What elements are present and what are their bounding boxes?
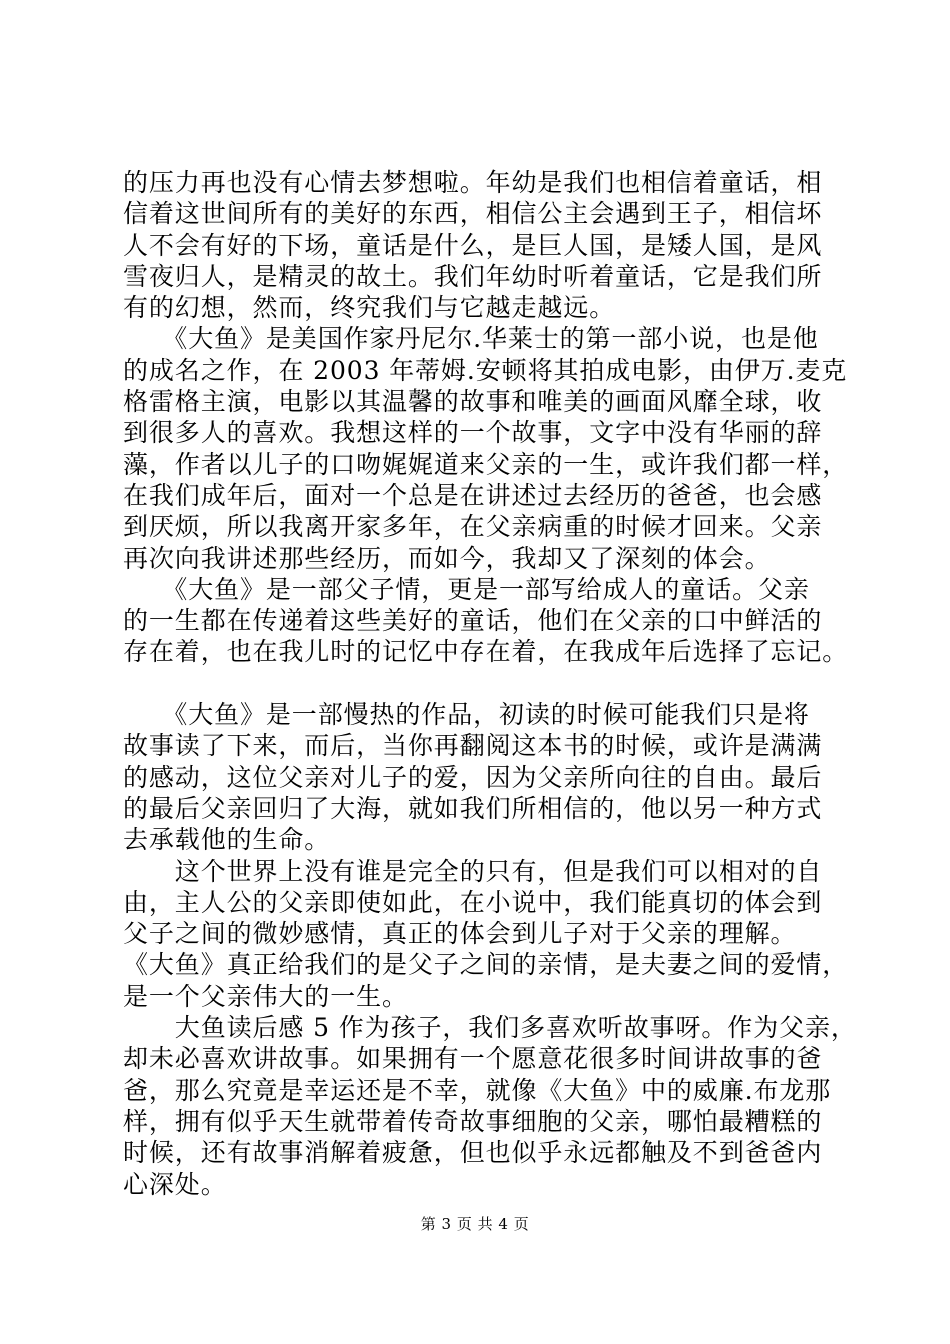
body-line: 《大鱼》真正给我们的是父子之间的亲情，是夫妻之间的爱情， (123, 950, 849, 980)
body-line: 的压力再也没有心情去梦想啦。年幼是我们也相信着童话，相 (123, 168, 823, 197)
body-line: 藻，作者以儿子的口吻娓娓道来父亲的一生，或许我们都一样， (123, 449, 849, 479)
body-line: 信着这世间所有的美好的东西，相信公主会遇到王子，相信坏 (123, 199, 823, 229)
body-line: 却未必喜欢讲故事。如果拥有一个愿意花很多时间讲故事的爸 (123, 1044, 823, 1074)
body-line: 的一生都在传递着这些美好的童话，他们在父亲的口中鲜活的 (123, 606, 823, 636)
body-text (123, 167, 857, 1200)
body-line: 的成名之作，在 2003 年蒂姆.安顿将其拍成电影，由伊万.麦克 (123, 355, 848, 385)
body-line: 人不会有好的下场，童话是什么，是巨人国，是矮人国，是风 (123, 230, 823, 260)
body-line: 大鱼读后感 5 作为孩子，我们多喜欢听故事呀。作为父亲， (123, 1013, 857, 1043)
body-line: 是一个父亲伟大的一生。 (123, 981, 408, 1011)
body-line: 心深处。 (123, 1169, 227, 1199)
page-footer (0, 1214, 950, 1234)
body-line: 《大鱼》是美国作家丹尼尔.华莱士的第一部小说，也是他 (123, 324, 819, 354)
body-line: 《大鱼》是一部父子情，更是一部写给成人的童话。父亲 (123, 574, 810, 604)
body-line: 的感动，这位父亲对儿子的爱，因为父亲所向往的自由。最后 (123, 762, 823, 792)
body-line: 父子之间的微妙感情，真正的体会到儿子对于父亲的理解。 (123, 919, 797, 949)
body-line: 《大鱼》是一部慢热的作品，初读的时候可能我们只是将 (123, 700, 810, 730)
body-line: 雪夜归人，是精灵的故土。我们年幼时听着童话，它是我们所 (123, 261, 823, 291)
body-line: 爸，那么究竟是幸运还是不幸，就像《大鱼》中的威廉.布龙那 (123, 1075, 832, 1105)
body-line: 样，拥有似乎天生就带着传奇故事细胞的父亲，哪怕最糟糕的 (123, 1106, 823, 1136)
body-line: 有的幻想，然而，终究我们与它越走越远。 (123, 293, 616, 323)
body-line: 去承载他的生命。 (123, 825, 331, 855)
body-line: 到很多人的喜欢。我想这样的一个故事，文字中没有华丽的辞 (123, 418, 823, 448)
blank-line (123, 668, 828, 699)
body-line: 格雷格主演，电影以其温馨的故事和唯美的画面风靡全球，收 (123, 387, 823, 417)
body-line: 到厌烦，所以我离开家多年，在父亲病重的时候才回来。父亲 (123, 512, 823, 542)
page-number: 第 3 页 共 4 页 (420, 1215, 530, 1233)
body-line: 故事读了下来，而后，当你再翻阅这本书的时候，或许是满满 (123, 731, 823, 761)
body-line: 再次向我讲述那些经历，而如今，我却又了深刻的体会。 (123, 543, 771, 573)
body-line: 这个世界上没有谁是完全的只有，但是我们可以相对的自 (123, 856, 823, 886)
body-line: 由，主人公的父亲即使如此，在小说中，我们能真切的体会到 (123, 887, 823, 917)
body-line: 存在着，也在我儿时的记忆中存在着，在我成年后选择了忘记。 (123, 637, 849, 667)
body-line: 在我们成年后，面对一个总是在讲述过去经历的爸爸，也会感 (123, 480, 823, 510)
body-line: 时候，还有故事消解着疲惫，但也似乎永远都触及不到爸爸内 (123, 1138, 823, 1168)
body-line: 的最后父亲回归了大海，就如我们所相信的，他以另一种方式 (123, 793, 823, 823)
